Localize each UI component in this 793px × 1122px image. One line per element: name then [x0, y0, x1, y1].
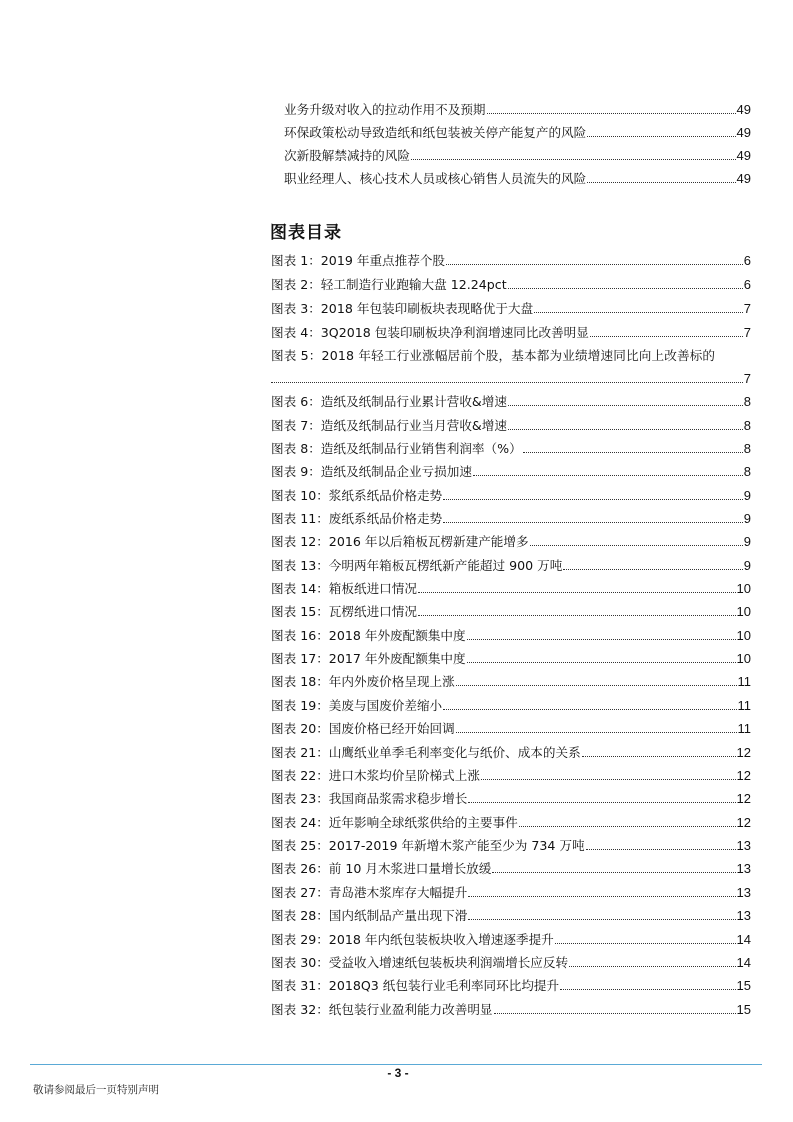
dot-leader — [523, 452, 743, 453]
figure-entry[interactable] — [271, 971, 751, 993]
figure-entry-page: 7 — [743, 301, 751, 316]
figure-entry-page: 6 — [743, 277, 751, 292]
dot-leader — [508, 405, 743, 406]
figure-entry-title: 图表 21：山鹰纸业单季毛利率变化与纸价、成本的关系 — [271, 745, 581, 760]
toc-entry-page: 49 — [736, 171, 751, 186]
dot-leader — [411, 159, 736, 160]
figure-entry-page: 10 — [736, 581, 751, 596]
figure-entry[interactable] — [271, 667, 751, 689]
figure-entry-title: 图表 2：轻工制造行业跑输大盘 12.24pct — [271, 277, 507, 292]
figure-entry[interactable] — [271, 925, 751, 947]
figure-entry[interactable] — [271, 948, 751, 970]
toc-entry-page: 49 — [736, 102, 751, 117]
figure-entry-page: 6 — [743, 253, 751, 268]
figure-entry-title: 图表 18：年内外废价格呈现上涨 — [271, 674, 455, 689]
figures-list-title: 图表目录 — [270, 223, 342, 243]
footer-divider — [30, 1064, 762, 1065]
figure-entry[interactable] — [271, 808, 751, 830]
figure-entry-title: 图表 22：进口木浆均价呈阶梯式上涨 — [271, 768, 480, 783]
figure-entry-title: 图表 4：3Q2018 包装印刷板块净利润增速同比改善明显 — [271, 325, 589, 340]
figure-entry-title: 图表 10：浆纸系纸品价格走势 — [271, 488, 443, 503]
figure-entry-page: 13 — [736, 908, 751, 923]
figure-entry-page: 8 — [743, 464, 751, 479]
dot-leader — [446, 264, 743, 265]
dot-leader — [456, 685, 737, 686]
figure-entry-page: 11 — [737, 721, 751, 736]
figure-entry-page: 13 — [736, 838, 751, 853]
figure-entry-page: 11 — [737, 698, 751, 713]
figure-entry[interactable] — [271, 878, 751, 900]
figure-entry-title: 图表 3：2018 年包装印刷板块表现略优于大盘 — [271, 301, 534, 316]
dot-leader — [560, 989, 735, 990]
figure-entry-page: 9 — [743, 488, 751, 503]
figure-entry-title: 图表 24：近年影响全球纸浆供给的主要事件 — [271, 815, 518, 830]
dot-leader — [534, 312, 743, 313]
page-number: - 3 - — [387, 1066, 409, 1080]
dot-leader — [443, 499, 743, 500]
dot-leader — [418, 615, 736, 616]
figure-entry[interactable] — [271, 551, 751, 573]
figure-entry-page: 8 — [743, 418, 751, 433]
dot-leader — [587, 136, 735, 137]
figure-entry-title: 图表 13：今明两年箱板瓦楞纸新产能超过 900 万吨 — [271, 558, 563, 573]
figure-entry[interactable] — [271, 854, 751, 876]
figure-entry[interactable] — [271, 574, 751, 596]
figure-entry-title: 图表 17：2017 年外废配额集中度 — [271, 651, 466, 666]
figure-entry[interactable] — [271, 901, 751, 923]
dot-leader — [555, 943, 736, 944]
figure-entry[interactable] — [271, 761, 751, 783]
figure-entry-page: 11 — [737, 674, 751, 689]
figure-entry-title: 图表 8：造纸及纸制品行业销售利润率（%） — [271, 441, 522, 456]
figure-entry-title: 图表 19：美废与国废价差缩小 — [271, 698, 443, 713]
figure-entry[interactable] — [271, 504, 751, 526]
dot-leader — [582, 756, 736, 757]
dot-leader — [563, 569, 742, 570]
figure-entry-continuation[interactable] — [271, 364, 751, 386]
figure-entry[interactable] — [271, 784, 751, 806]
figure-entry[interactable] — [271, 294, 751, 316]
figure-entry-title: 图表 31：2018Q3 纸包装行业毛利率同环比均提升 — [271, 978, 560, 993]
dot-leader — [468, 919, 735, 920]
dot-leader — [271, 382, 743, 383]
dot-leader — [586, 849, 736, 850]
figure-entry-title: 图表 12：2016 年以后箱板瓦楞新建产能增多 — [271, 534, 529, 549]
dot-leader — [530, 545, 743, 546]
figure-entry-title: 图表 15：瓦楞纸进口情况 — [271, 604, 417, 619]
figure-entry[interactable] — [271, 318, 751, 340]
figure-entry-title: 图表 11：废纸系纸品价格走势 — [271, 511, 443, 526]
figure-entry[interactable] — [271, 831, 751, 853]
figure-entry[interactable] — [271, 691, 751, 713]
dot-leader — [468, 896, 735, 897]
figure-entry-page: 12 — [736, 768, 751, 783]
dot-leader — [467, 639, 736, 640]
figure-entry-page: 9 — [743, 558, 751, 573]
figure-entry-title: 图表 9：造纸及纸制品企业亏损加速 — [271, 464, 472, 479]
figure-entry-page: 14 — [736, 932, 751, 947]
figure-entry[interactable] — [271, 457, 751, 479]
figure-entry[interactable] — [271, 644, 751, 666]
figure-entry-title: 图表 14：箱板纸进口情况 — [271, 581, 417, 596]
figure-entry-page: 12 — [736, 745, 751, 760]
figure-entry-title-wrapped[interactable]: 图表 5：2018 年轻工行业涨幅居前个股，基本都为业绩增速同比向上改善标的 — [271, 348, 716, 363]
figure-entry-title: 图表 16：2018 年外废配额集中度 — [271, 628, 466, 643]
figure-entry-page: 15 — [736, 1002, 751, 1017]
footer-disclaimer: 敬请参阅最后一页特别声明 — [33, 1084, 159, 1096]
dot-leader — [590, 336, 743, 337]
toc-entry-title: 职业经理人、核心技术人员或核心销售人员流失的风险 — [284, 171, 587, 186]
figure-entry-title: 图表 30：受益收入增速纸包装板块利润端增长应反转 — [271, 955, 569, 970]
toc-entry-title: 业务升级对收入的拉动作用不及预期 — [284, 102, 486, 117]
dot-leader — [519, 826, 736, 827]
toc-entry-title: 环保政策松动导致造纸和纸包装被关停产能复产的风险 — [284, 125, 587, 140]
toc-entry[interactable] — [284, 141, 751, 163]
toc-entry-page: 49 — [736, 125, 751, 140]
toc-entry-page: 49 — [736, 148, 751, 163]
figure-entry-title: 图表 27：青岛港木浆库存大幅提升 — [271, 885, 468, 900]
figure-entry-title: 图表 32：纸包装行业盈利能力改善明显 — [271, 1002, 493, 1017]
dot-leader — [481, 779, 736, 780]
figure-entry-page: 13 — [736, 885, 751, 900]
toc-entry[interactable] — [284, 164, 751, 186]
toc-entry[interactable] — [284, 95, 751, 117]
figure-entry[interactable] — [271, 411, 751, 433]
figure-entry-title: 图表 25：2017-2019 年新增木浆产能至少为 734 万吨 — [271, 838, 585, 853]
figure-entry[interactable] — [271, 246, 751, 268]
figure-entry-title: 图表 7：造纸及纸制品行业当月营收&增速 — [271, 418, 507, 433]
figure-entry-page: 14 — [736, 955, 751, 970]
figure-entry-title: 图表 28：国内纸制品产量出现下滑 — [271, 908, 468, 923]
figure-entry-page: 10 — [736, 628, 751, 643]
figure-entry[interactable] — [271, 387, 751, 409]
figure-entry[interactable] — [271, 597, 751, 619]
dot-leader — [468, 802, 735, 803]
figure-entry-page: 10 — [736, 604, 751, 619]
dot-leader — [443, 522, 743, 523]
figure-entry-title: 图表 23：我国商品浆需求稳步增长 — [271, 791, 468, 806]
dot-leader — [418, 592, 736, 593]
dot-leader — [456, 732, 737, 733]
dot-leader — [467, 662, 736, 663]
figure-entry-title: 图表 6：造纸及纸制品行业累计营收&增速 — [271, 394, 507, 409]
dot-leader — [508, 429, 743, 430]
figure-entry-page: 12 — [736, 791, 751, 806]
figure-entry[interactable] — [271, 270, 751, 292]
figure-entry[interactable] — [271, 714, 751, 736]
dot-leader — [487, 113, 736, 114]
dot-leader — [508, 288, 743, 289]
dot-leader — [492, 872, 735, 873]
figure-entry-page: 13 — [736, 861, 751, 876]
dot-leader — [587, 182, 735, 183]
figure-entry-page: 9 — [743, 511, 751, 526]
figure-entry[interactable] — [271, 995, 751, 1017]
toc-entry[interactable] — [284, 118, 751, 140]
figure-entry[interactable] — [271, 738, 751, 760]
figure-entry-page: 9 — [743, 534, 751, 549]
figure-entry-page: 7 — [743, 371, 751, 386]
figure-entry-title: 图表 26：前 10 月木浆进口量增长放缓 — [271, 861, 492, 876]
figure-entry[interactable] — [271, 621, 751, 643]
figure-entry-page: 7 — [743, 325, 751, 340]
figure-entry-page: 15 — [736, 978, 751, 993]
figure-entry-page: 8 — [743, 394, 751, 409]
dot-leader — [569, 966, 735, 967]
figure-entry-page: 10 — [736, 651, 751, 666]
figure-entry-page: 12 — [736, 815, 751, 830]
dot-leader — [473, 475, 743, 476]
dot-leader — [443, 709, 736, 710]
figure-entry[interactable] — [271, 527, 751, 549]
figure-entry[interactable] — [271, 434, 751, 456]
figure-entry[interactable] — [271, 481, 751, 503]
figure-entry-title: 图表 1：2019 年重点推荐个股 — [271, 253, 446, 268]
dot-leader — [494, 1013, 736, 1014]
figure-entry-page: 8 — [743, 441, 751, 456]
toc-entry-title: 次新股解禁减持的风险 — [284, 148, 410, 163]
figure-entry-title: 图表 20：国废价格已经开始回调 — [271, 721, 455, 736]
figure-entry-title: 图表 29：2018 年内纸包装板块收入增速逐季提升 — [271, 932, 554, 947]
